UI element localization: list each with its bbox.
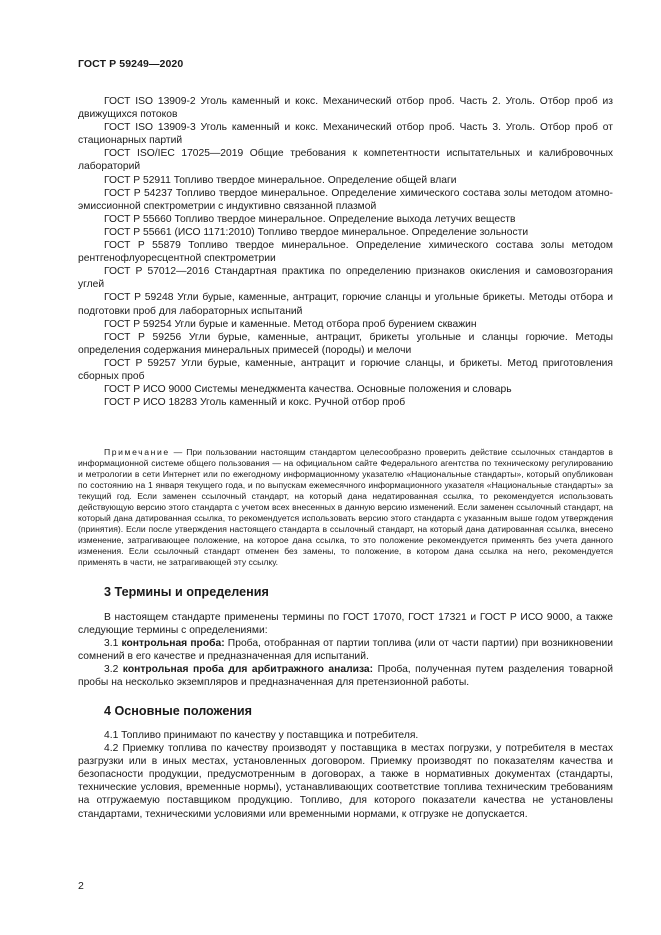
note-label: Примечание [104,447,170,457]
section-3-body [78,611,613,690]
reference-item: ГОСТ Р 59256 Угли бурые, каменные, антрацит, брикеты угольные и сланцы горючие. Методы определения содержания минеральных примесей (породы) и мелочи [78,331,613,356]
section-4-body [78,729,613,821]
term-name: контрольная проба: [121,638,225,650]
reference-item: ГОСТ Р 57012—2016 Стандартная практика по определению признаков окисления и самовозгорания углей [78,266,613,291]
section-4-paragraph: 4.2 Приемку топлива по качеству производят у поставщика в местах погрузки, у потребителя в местах разгрузки или в иных местах, установленных договором. Приемку производят по показателям качества и безопасности продукции, предусмотренным в договорах, а также в нормативных документах (стандарты, технические условия, временные нормы), устанавливающих соответствие топлива техническим требованиям на отгружаемую поставщиком продукцию. Топливо, для которого показатели качества не установлены стандартами, техническими условиями или временными нормами, к отгрузке не допускается. [78,743,613,820]
reference-item: ГОСТ Р 52911 Топливо твердое минеральное. Определение общей влаги [104,174,457,186]
term-text: Проба, полученная путем разделения товарной пробы на несколько экземпляров и предназначенная для претензионной работы. [78,664,613,689]
reference-item: ГОСТ Р 59257 Угли бурые, каменные, антрацит и горючие сланцы, и брикеты. Метод приготовления сборных проб [78,357,613,382]
section-4-heading: 4 Основные положения [104,704,253,718]
section-3-heading: 3 Термины и определения [104,585,269,599]
term-name: контрольная проба для арбитражного анализа: [122,664,374,676]
reference-item: ГОСТ Р 59254 Угли бурые и каменные. Метод отбора проб бурением скважин [104,318,477,330]
note-text: — При пользовании настоящим стандартом целесообразно проверить действие ссылочных стандартов в информационной системе общего пользования — на официальном сайте Федерального агентства по техническому регулированию и метрологии в сети Интернет или по ежегодному информационному указателю «Национальные стандарты», который опубликован по состоянию на 1 января текущего года, и по выпускам ежемесячного информационного указателя «Национальные стандарты» за текущий год. Если заменен ссылочный стандарт, на который дана недатированная ссылка, то рекомендуется использовать действующую версию этого стандарта с учетом всех внесенных в данную версию изменений. Если заменен ссылочный стандарт, на который дана датированная ссылка, то рекомендуется использовать версию этого стандарта с указанным выше годом утверждения (принятия). Если после утверждения настоящего стандарта в ссылочный стандарт, на который дана датированная ссылка, внесено изменение, затрагивающее положение, на которое дана ссылка, то это положение рекомендуется применять без учета данного изменения. Если ссылочный стандарт отменен без замены, то положение, в котором дана ссылка на него, рекомендуется применять в части, не затрагивающей эту ссылку. [78,447,613,567]
page-number: 2 [78,880,84,892]
reference-item: ГОСТ Р 55660 Топливо твердое минеральное. Определение выхода летучих веществ [104,213,516,225]
normative-references-list [78,95,613,409]
reference-item: ГОСТ ISO 13909-2 Уголь каменный и кокс. Механический отбор проб. Часть 2. Уголь. Отбор проб из движущихся потоков [78,96,613,121]
reference-item: ГОСТ Р ИСО 9000 Системы менеджмента качества. Основные положения и словарь [104,384,512,396]
reference-item: ГОСТ ISO 13909-3 Уголь каменный и кокс. Механический отбор проб. Часть 3. Уголь. Отбор проб от стационарных партий [78,122,613,147]
section-4-paragraph: 4.1 Топливо принимают по качеству у поставщика и потребителя. [104,730,419,741]
term-text: Проба, отобранная от партии топлива (или от части партии) при возникновении сомнений в его качестве и предназначенная для испытаний. [78,638,613,663]
section-3-intro: В настоящем стандарте применены термины по ГОСТ 17070, ГОСТ 17321 и ГОСТ Р ИСО 9000, а также следующие термины с определениями: [78,612,613,637]
reference-item: ГОСТ Р 59248 Угли бурые, каменные, антрацит, горючие сланцы и угольные брикеты. Методы отбора и подготовки проб для лабораторных испытаний [78,292,613,317]
term-definition [78,637,613,663]
document-header: ГОСТ Р 59249—2020 [78,58,184,70]
note-paragraph [78,447,613,567]
reference-item: ГОСТ Р 54237 Топливо твердое минеральное. Определение химического состава золы методом атомно-эмиссионной спектрометрии с индуктивно связанной плазмой [78,187,613,212]
reference-item: ГОСТ Р 55661 (ИСО 1171:2010) Топливо твердое минеральное. Определение зольности [104,226,529,238]
reference-item: ГОСТ Р ИСО 18283 Уголь каменный и кокс. Ручной отбор проб [104,397,406,409]
term-definition [78,663,613,689]
reference-item: ГОСТ Р 55879 Топливо твердое минеральное. Определение химического состава золы методом рентгенофлуоресцентной спектрометрии [78,240,613,265]
term-number: 3.1 [104,638,122,650]
reference-item: ГОСТ ISO/IEC 17025—2019 Общие требования к компетентности испытательных и калибровочных лабораторий [78,148,613,173]
term-number: 3.2 [104,664,123,676]
